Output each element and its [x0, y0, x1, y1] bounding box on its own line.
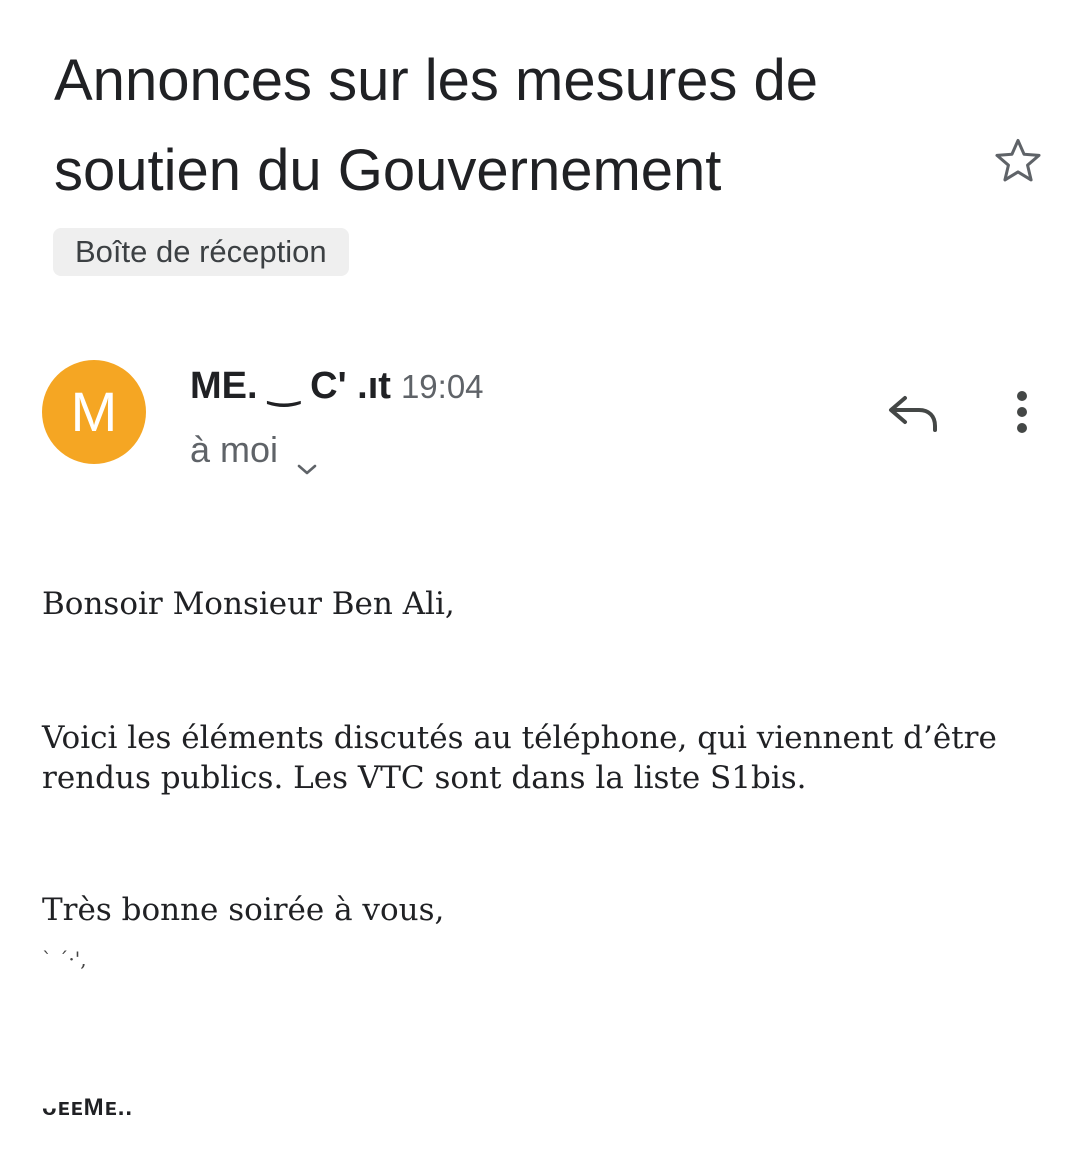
signature-fragment: ` ´·', — [42, 947, 87, 971]
sender-line — [190, 362, 484, 410]
more-vert-icon[interactable] — [1004, 388, 1040, 436]
body-closing: Très bonne soirée à vous, — [42, 892, 445, 928]
star-icon[interactable] — [990, 133, 1046, 189]
body-paragraph: Voici les éléments discutés au téléphone, qui viennent d’être rendus publics. Les VTC sont dans la liste S1bis. — [42, 720, 997, 796]
sender-name[interactable]: ME. ‿ C' .ıt — [190, 365, 391, 407]
recipient-label: à moi — [190, 429, 279, 470]
signature-redacted — [42, 936, 642, 979]
email-subject: Annonces sur les mesures de soutien du Gouvernement — [54, 48, 819, 203]
reply-icon[interactable] — [885, 388, 941, 436]
inbox-label-chip[interactable]: Boîte de réception — [53, 228, 349, 276]
signature-footer: ᴗᴇᴇMᴇ.. — [42, 1094, 134, 1121]
email-time: 19:04 — [400, 368, 484, 405]
body-greeting: Bonsoir Monsieur Ben Ali, — [42, 586, 455, 622]
chevron-down-icon — [294, 443, 320, 461]
recipient-details-toggle[interactable] — [190, 426, 320, 474]
sender-avatar[interactable]: M — [42, 360, 146, 464]
